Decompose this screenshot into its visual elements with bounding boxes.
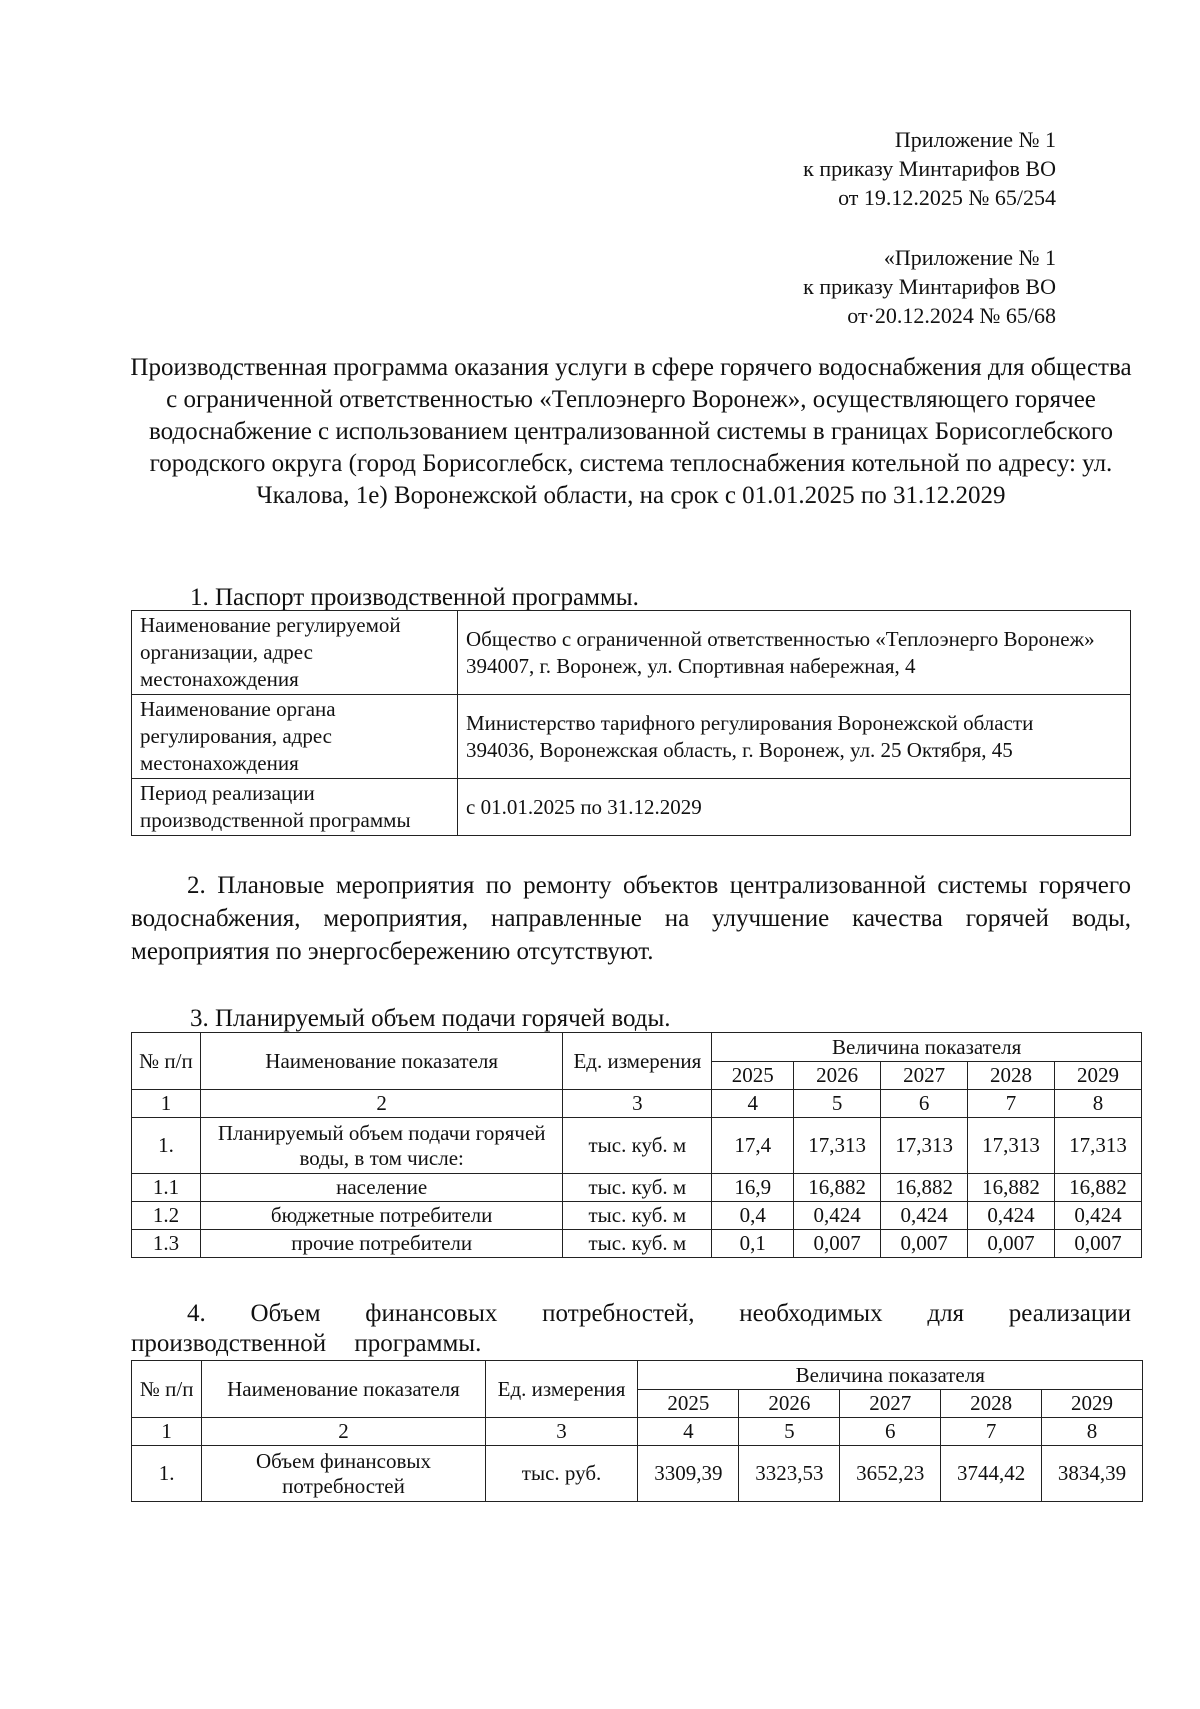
section-2-text: 2. Плановые мероприятия по ремонту объектов централизованной системы горячего водоснабжения, мероприятия, направленные на улучшение качества горячей воды, мероприятия по энергосбережению отсутствуют. — [131, 872, 1131, 965]
section-1-heading: 1. Паспорт производственной программы. — [190, 584, 639, 611]
order-reference-line: к приказу Минтарифов ВО — [803, 156, 1056, 181]
index-cell: 2 — [200, 1090, 563, 1118]
row-value: 16,882 — [881, 1174, 968, 1202]
index-cell: 1 — [132, 1090, 201, 1118]
column-header-name: Наименование показателя — [202, 1361, 485, 1418]
index-cell: 5 — [794, 1090, 881, 1118]
appendix-line: Приложение № 1 — [894, 127, 1056, 152]
row-value: 17,313 — [1055, 1118, 1142, 1174]
index-cell: 3 — [563, 1090, 712, 1118]
table-header-row — [132, 1361, 1143, 1390]
table-row — [132, 695, 1131, 779]
index-cell: 7 — [968, 1090, 1055, 1118]
passport-value — [458, 611, 1131, 695]
row-value: 0,424 — [881, 1202, 968, 1230]
passport-value — [458, 779, 1131, 836]
passport-value-name: Общество с ограниченной ответственностью «Теплоэнерго Воронеж» — [466, 626, 1095, 651]
index-cell: 7 — [941, 1418, 1042, 1446]
passport-table — [131, 610, 1131, 836]
row-unit: тыс. куб. м — [563, 1174, 712, 1202]
order-date-line: от 19.12.2025 № 65/254 — [838, 185, 1056, 210]
row-number: 1. — [132, 1118, 201, 1174]
row-value: 0,1 — [712, 1230, 794, 1258]
passport-value — [458, 695, 1131, 779]
row-unit: тыс. куб. м — [563, 1202, 712, 1230]
row-number: 1.3 — [132, 1230, 201, 1258]
year-header: 2028 — [968, 1062, 1055, 1090]
section-3-heading: 3. Планируемый объем подачи горячей воды. — [190, 1005, 671, 1032]
table-row — [132, 1202, 1142, 1230]
row-value: 17,313 — [968, 1118, 1055, 1174]
row-unit: тыс. куб. м — [563, 1118, 712, 1174]
index-cell: 6 — [840, 1418, 941, 1446]
year-header: 2027 — [881, 1062, 968, 1090]
row-value: 17,4 — [712, 1118, 794, 1174]
row-value: 3834,39 — [1042, 1446, 1143, 1502]
table-row — [132, 1174, 1142, 1202]
appendix-line: «Приложение № 1 — [883, 245, 1056, 270]
passport-label: Наименование органа регулирования, адрес местонахождения — [132, 695, 458, 779]
row-name: прочие потребители — [200, 1230, 563, 1258]
table-row — [132, 1446, 1143, 1502]
row-value: 3309,39 — [638, 1446, 739, 1502]
index-cell: 6 — [881, 1090, 968, 1118]
row-unit: тыс. куб. м — [563, 1230, 712, 1258]
row-value: 0,007 — [881, 1230, 968, 1258]
row-value: 3744,42 — [941, 1446, 1042, 1502]
index-cell: 3 — [485, 1418, 638, 1446]
document-title: Производственная программа оказания услуги в сфере горячего водоснабжения для общества с ограниченной ответственностью «Теплоэнерго Воронеж», осуществляющего горячее водоснабжение с использованием централизованной системы в границах Борисоглебского городского округа (город Борисоглебск, система теплоснабжения котельной по адресу: ул. Чкалова, 1е) Воронежской области, на срок с 01.01.2025 по 31.12.2029 — [130, 354, 1132, 509]
table-row — [132, 611, 1131, 695]
passport-label: Период реализации производственной программы — [132, 779, 458, 836]
row-number: 1.2 — [132, 1202, 201, 1230]
order-date-line: от·20.12.2024 № 65/68 — [847, 303, 1056, 328]
index-cell: 2 — [202, 1418, 485, 1446]
column-header-value: Величина показателя — [638, 1361, 1143, 1390]
index-cell: 1 — [132, 1418, 202, 1446]
index-row — [132, 1418, 1143, 1446]
row-number: 1.1 — [132, 1174, 201, 1202]
hot-water-volume-table — [131, 1032, 1142, 1258]
row-value: 16,882 — [1055, 1174, 1142, 1202]
passport-value-address: 394007, г. Воронеж, ул. Спортивная набережная, 4 — [466, 653, 916, 678]
row-value: 0,424 — [794, 1202, 881, 1230]
year-header: 2029 — [1055, 1062, 1142, 1090]
row-value: 17,313 — [881, 1118, 968, 1174]
row-name: Планируемый объем подачи горячей воды, в том числе: — [200, 1118, 563, 1174]
year-header: 2028 — [941, 1390, 1042, 1418]
passport-label: Наименование регулируемой организации, адрес местонахождения — [132, 611, 458, 695]
year-header: 2026 — [739, 1390, 840, 1418]
row-value: 3323,53 — [739, 1446, 840, 1502]
financial-needs-table — [131, 1360, 1143, 1502]
column-header-value: Величина показателя — [712, 1033, 1142, 1062]
year-header: 2025 — [638, 1390, 739, 1418]
section-4-heading: 4. Объем финансовых потребностей, необходимых для реализации производственной программы. — [131, 1300, 1131, 1357]
column-header-unit: Ед. измерения — [485, 1361, 638, 1418]
row-value: 0,007 — [968, 1230, 1055, 1258]
index-cell: 8 — [1042, 1418, 1143, 1446]
row-value: 0,424 — [968, 1202, 1055, 1230]
index-cell: 4 — [712, 1090, 794, 1118]
year-header: 2027 — [840, 1390, 941, 1418]
passport-value-period: с 01.01.2025 по 31.12.2029 — [466, 794, 702, 819]
year-header: 2026 — [794, 1062, 881, 1090]
column-header-name: Наименование показателя — [200, 1033, 563, 1090]
original-appendix-header — [803, 243, 1056, 330]
year-header: 2029 — [1042, 1390, 1143, 1418]
row-unit: тыс. руб. — [485, 1446, 638, 1502]
appendix-header — [803, 125, 1056, 212]
table-header-row — [132, 1033, 1142, 1062]
index-cell: 5 — [739, 1418, 840, 1446]
row-value: 17,313 — [794, 1118, 881, 1174]
row-value: 16,882 — [794, 1174, 881, 1202]
column-header-unit: Ед. измерения — [563, 1033, 712, 1090]
index-cell: 8 — [1055, 1090, 1142, 1118]
row-value: 3652,23 — [840, 1446, 941, 1502]
passport-value-name: Министерство тарифного регулирования Воронежской области — [466, 710, 1034, 735]
table-row — [132, 1230, 1142, 1258]
year-header: 2025 — [712, 1062, 794, 1090]
column-header-number: № п/п — [132, 1033, 201, 1090]
row-name: бюджетные потребители — [200, 1202, 563, 1230]
row-value: 0,007 — [1055, 1230, 1142, 1258]
row-value: 16,882 — [968, 1174, 1055, 1202]
index-cell: 4 — [638, 1418, 739, 1446]
row-value: 0,007 — [794, 1230, 881, 1258]
row-name: население — [200, 1174, 563, 1202]
row-number: 1. — [132, 1446, 202, 1502]
order-reference-line: к приказу Минтарифов ВО — [803, 274, 1056, 299]
table-row — [132, 779, 1131, 836]
index-row — [132, 1090, 1142, 1118]
row-name: Объем финансовых потребностей — [202, 1446, 485, 1502]
column-header-number: № п/п — [132, 1361, 202, 1418]
row-value: 0,4 — [712, 1202, 794, 1230]
row-value: 0,424 — [1055, 1202, 1142, 1230]
passport-value-address: 394036, Воронежская область, г. Воронеж, ул. 25 Октября, 45 — [466, 737, 1013, 762]
table-row — [132, 1118, 1142, 1174]
row-value: 16,9 — [712, 1174, 794, 1202]
